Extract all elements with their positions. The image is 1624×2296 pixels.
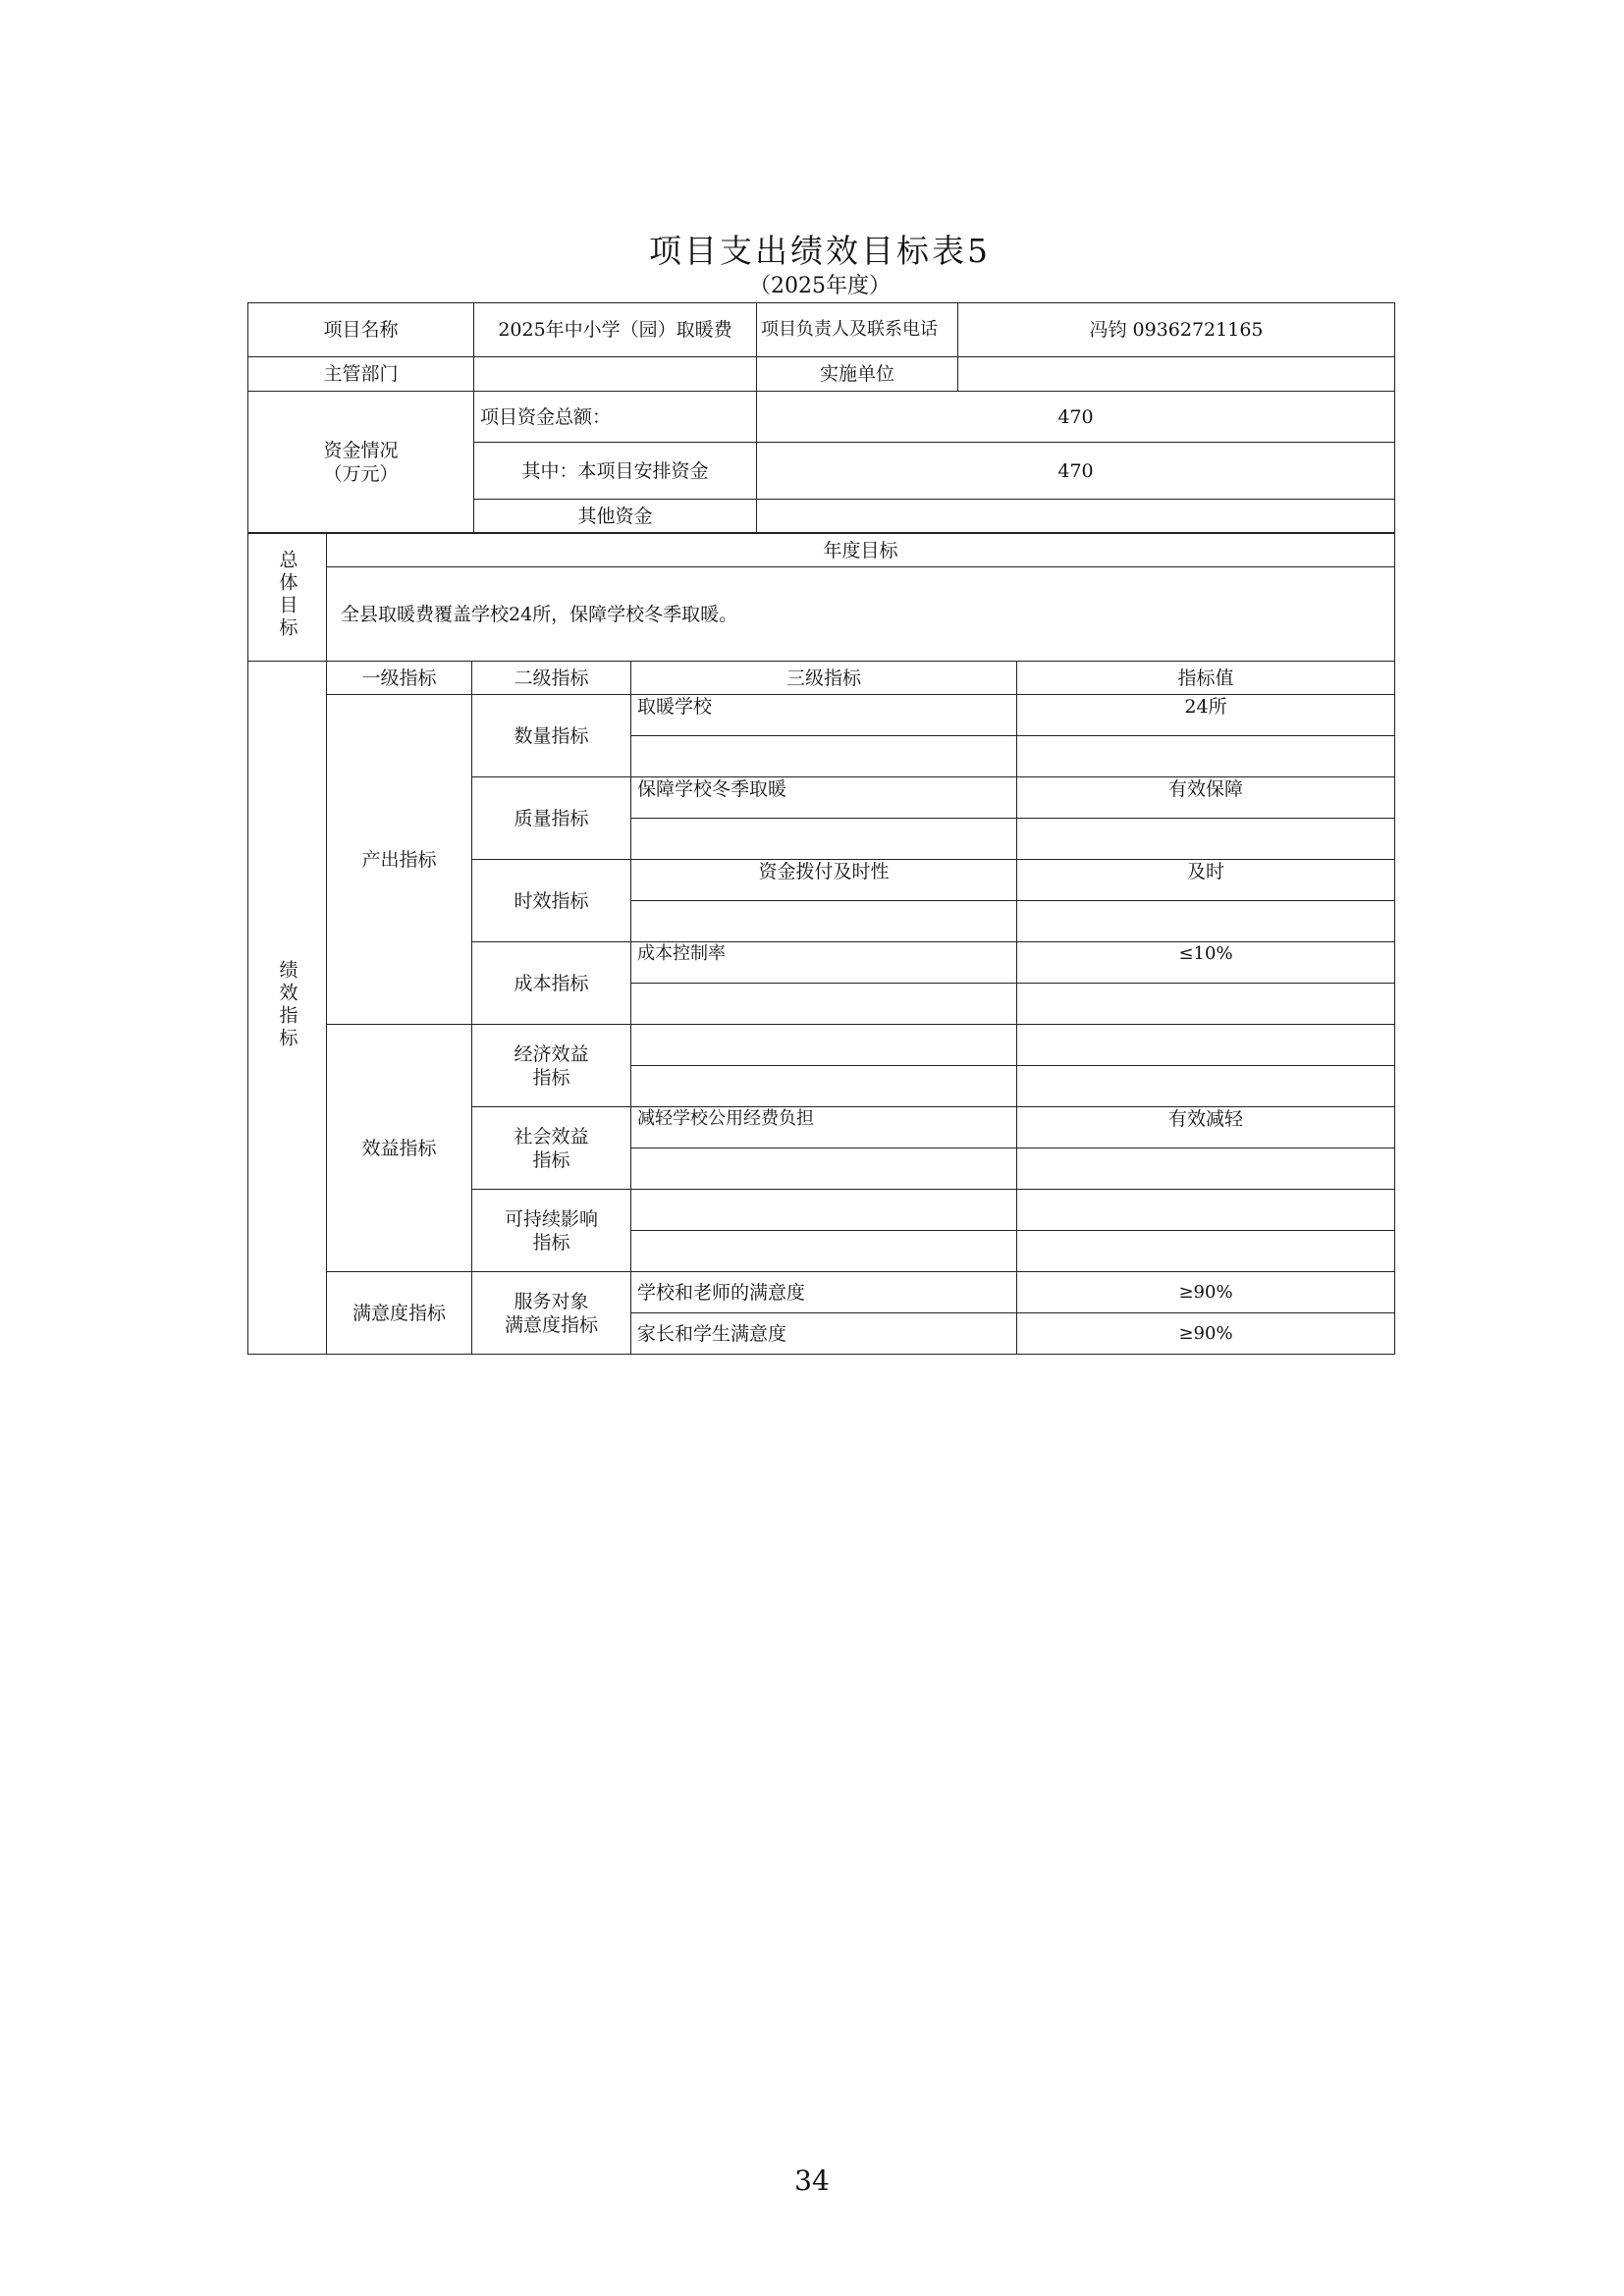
cost-row2-value [1017, 984, 1395, 1025]
performance-indicators-label-text: 绩效指标 [276, 959, 298, 1050]
service-satisfaction-label-line2: 满意度指标 [504, 1313, 598, 1336]
overall-goal-table [247, 533, 1395, 662]
indicators-table [247, 661, 1395, 1355]
page-title: 项目支出绩效目标表5 [649, 232, 991, 270]
annual-goal-text: 全县取暖费覆盖学校24所，保障学校冬季取暖。 [327, 567, 1395, 662]
implementing-unit-label: 实施单位 [757, 357, 958, 392]
header-value: 指标值 [1017, 662, 1395, 695]
department-label: 主管部门 [248, 357, 474, 392]
quality-indicator-label: 质量指标 [472, 777, 631, 860]
timeliness-row1-name: 资金拨付及时性 [631, 860, 1017, 901]
economic-row1-name [631, 1025, 1017, 1066]
sustainable-impact-label-line1: 可持续影响 [504, 1207, 598, 1230]
quantity-row1-value: 24所 [1017, 695, 1395, 736]
header-table [247, 302, 1395, 533]
funds-label-line1: 资金情况 [323, 439, 399, 461]
table-row [248, 1025, 1395, 1066]
performance-indicators-label [248, 662, 327, 1355]
row-annual-goal-header [248, 534, 1395, 567]
quantity-indicator-label: 数量指标 [472, 695, 631, 777]
project-name-label: 项目名称 [248, 303, 474, 357]
funds-label [248, 392, 474, 533]
page-number: 34 [794, 2164, 830, 2197]
row-annual-goal-text [248, 567, 1395, 662]
service-satisfaction-label-line1: 服务对象 [514, 1290, 589, 1312]
header-level1: 一级指标 [327, 662, 472, 695]
department-value [474, 357, 757, 392]
funds-total-value: 470 [757, 392, 1395, 443]
social-benefit-label-line2: 指标 [532, 1148, 570, 1171]
economic-benefit-label-line1: 经济效益 [514, 1042, 589, 1065]
quality-row1-name: 保障学校冬季取暖 [631, 777, 1017, 819]
quality-row2-value [1017, 819, 1395, 860]
sustainable-row2-value [1017, 1231, 1395, 1272]
social-row1-value: 有效减轻 [1017, 1107, 1395, 1148]
funds-total-label: 项目资金总额： [474, 392, 757, 443]
timeliness-row1-value: 及时 [1017, 860, 1395, 901]
timeliness-indicator-label: 时效指标 [472, 860, 631, 942]
cost-indicator-label: 成本指标 [472, 942, 631, 1025]
quality-row2-name [631, 819, 1017, 860]
row-project [248, 303, 1395, 357]
overall-goal-label [248, 534, 327, 662]
social-benefit-label-line1: 社会效益 [514, 1125, 589, 1148]
satisfaction-row2-value: ≥90% [1017, 1313, 1395, 1355]
funds-other-value [757, 500, 1395, 533]
sustainable-row1-value [1017, 1190, 1395, 1231]
social-row2-name [631, 1148, 1017, 1190]
cost-row2-name [631, 984, 1017, 1025]
economic-row1-value [1017, 1025, 1395, 1066]
social-row2-value [1017, 1148, 1395, 1190]
economic-row2-value [1017, 1066, 1395, 1107]
cost-row1-value: ≤10% [1017, 942, 1395, 984]
satisfaction-row2-name: 家长和学生满意度 [631, 1313, 1017, 1355]
timeliness-row2-value [1017, 901, 1395, 942]
funds-arranged-label: 其中：本项目安排资金 [474, 443, 757, 500]
satisfaction-row1-name: 学校和老师的满意度 [631, 1272, 1017, 1313]
row-funds-total [248, 392, 1395, 443]
benefit-indicators-label: 效益指标 [327, 1025, 472, 1272]
contact-value: 冯钧 09362721165 [958, 303, 1395, 357]
funds-other-label: 其他资金 [474, 500, 757, 533]
table-row [248, 695, 1395, 736]
timeliness-row2-name [631, 901, 1017, 942]
satisfaction-indicators-label: 满意度指标 [327, 1272, 472, 1355]
annual-goal-label: 年度目标 [327, 534, 1395, 567]
funds-label-line2: （万元） [323, 462, 399, 485]
header-level2: 二级指标 [472, 662, 631, 695]
funds-arranged-value: 470 [757, 443, 1395, 500]
sustainable-impact-label [472, 1190, 631, 1272]
output-indicators-label: 产出指标 [327, 695, 472, 1025]
quantity-row2-name [631, 736, 1017, 777]
quantity-row1-name: 取暖学校 [631, 695, 1017, 736]
cost-row1-name: 成本控制率 [631, 942, 1017, 984]
year-subtitle: （2025年度） [749, 274, 891, 298]
service-satisfaction-label [472, 1272, 631, 1355]
economic-benefit-label-line2: 指标 [532, 1066, 570, 1089]
satisfaction-row1-value: ≥90% [1017, 1272, 1395, 1313]
implementing-unit-value [958, 357, 1395, 392]
contact-label: 项目负责人及联系电话 [757, 303, 958, 357]
overall-goal-label-text: 总体目标 [276, 549, 298, 640]
social-benefit-label [472, 1107, 631, 1190]
project-name-value: 2025年中小学（园）取暖费 [474, 303, 757, 357]
economic-row2-name [631, 1066, 1017, 1107]
sustainable-impact-label-line2: 指标 [532, 1231, 570, 1254]
quantity-row2-value [1017, 736, 1395, 777]
economic-benefit-label [472, 1025, 631, 1107]
sustainable-row2-name [631, 1231, 1017, 1272]
row-department [248, 357, 1395, 392]
social-row1-name: 减轻学校公用经费负担 [631, 1107, 1017, 1148]
sustainable-row1-name [631, 1190, 1017, 1231]
header-level3: 三级指标 [631, 662, 1017, 695]
table-row [248, 1272, 1395, 1313]
row-indicator-headers [248, 662, 1395, 695]
quality-row1-value: 有效保障 [1017, 777, 1395, 819]
